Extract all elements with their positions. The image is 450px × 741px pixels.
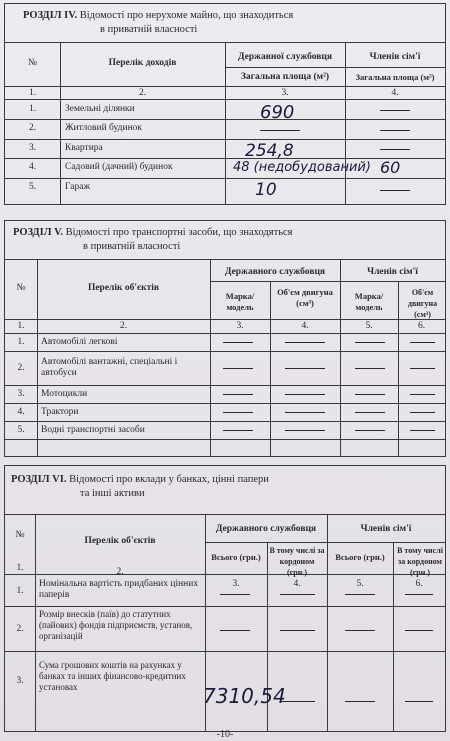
section-6-row-2-label: Розмір внесків (паїв) до статутних (пайових) фондів підприємств, установ, організацій bbox=[39, 609, 193, 641]
section-4-num-2: 2. bbox=[138, 88, 147, 98]
section-5-num-3: 3. bbox=[236, 321, 244, 331]
section-5-col-volume: Об'єм двигуна (см³) bbox=[277, 287, 333, 308]
section-4-col-num: № bbox=[27, 58, 38, 68]
section-6-row-3-state: 7310,54 bbox=[203, 684, 286, 708]
section-6-col-list: Перелік об'єктів bbox=[84, 536, 156, 546]
section-4-title-line2: в приватній власності bbox=[100, 24, 198, 35]
section-5-num-4: 4. bbox=[301, 321, 309, 331]
section-6-row-3-label: Сума грошових коштів на рахунках у банках та інших фінансово-кредитних установах bbox=[39, 660, 186, 692]
section-6-title-text: Відомості про вклади у банках, цінні папери bbox=[69, 474, 269, 485]
section-6-title-line2: та інші активи bbox=[80, 488, 145, 499]
section-4-row-4-family: 60 bbox=[380, 158, 401, 177]
section-6-title bbox=[11, 474, 269, 486]
section-6-col-num: № bbox=[15, 530, 25, 540]
section-5-num-5: 5. bbox=[365, 321, 373, 331]
section-6-num-5: 5. bbox=[356, 579, 364, 589]
section-4-row-5-state: 10 bbox=[255, 180, 277, 200]
section-4-title bbox=[23, 10, 293, 22]
section-5-row-2-label: Автомобілі вантажні, спеціальні і автобуси bbox=[41, 357, 178, 378]
section-6-col-family: Членів сім'ї bbox=[360, 524, 412, 534]
section-4-num-3: 3. bbox=[281, 88, 289, 98]
section-5-col-num: № bbox=[16, 283, 26, 293]
section-5-col-family: Членів сім'ї bbox=[367, 267, 418, 277]
section-4-row-4-num: 4. bbox=[28, 162, 37, 172]
section-6-table bbox=[4, 465, 446, 732]
section-6-row-1-num: 1. bbox=[16, 586, 24, 596]
section-4-row-3-label: Квартира bbox=[65, 143, 103, 153]
section-5-col-list: Перелік об'єктів bbox=[87, 283, 160, 293]
section-5-col-state: Державного службовця bbox=[224, 267, 326, 277]
section-6-num-3: 3. bbox=[232, 579, 240, 589]
section-5-col-model: Марка/ модель bbox=[225, 291, 255, 312]
section-5-title-text: Відомості про транспортні засоби, що знаходяться bbox=[65, 227, 293, 238]
section-5-title-line2: в приватній власності bbox=[83, 241, 181, 252]
section-4-num-1: 1. bbox=[28, 88, 37, 98]
section-4-col-area-state: Загальна площа (м²) bbox=[240, 72, 330, 82]
section-5-row-1-num: 1. bbox=[17, 337, 25, 347]
section-5-row-4-label: Трактори bbox=[41, 407, 79, 417]
section-5-col-model-2: Марка/ модель bbox=[354, 291, 384, 312]
section-4-row-5-label: Гараж bbox=[65, 182, 91, 192]
section-4-row-1-num: 1. bbox=[28, 104, 37, 114]
section-5-row-5-label: Водні транспортні засоби bbox=[41, 425, 145, 435]
section-6-num-1: 1. bbox=[16, 563, 24, 573]
section-6-col-abroad: В тому числі за кордоном (грн.) bbox=[269, 546, 325, 577]
section-4-title-text: Відомості про нерухоме майно, що знаходиться bbox=[79, 10, 294, 21]
section-5-num-1: 1. bbox=[17, 321, 25, 331]
section-5-num-6: 6. bbox=[417, 321, 426, 331]
section-5-row-2-num: 2. bbox=[17, 363, 25, 373]
section-4-title-bold: РОЗДІЛ IV. bbox=[23, 10, 78, 21]
section-5-title bbox=[13, 227, 292, 239]
section-5-table bbox=[4, 220, 446, 457]
section-6-num-6: 6. bbox=[415, 579, 423, 589]
section-6-col-state: Державного службовця bbox=[215, 524, 317, 534]
section-6-row-2-num: 2. bbox=[16, 624, 24, 634]
section-5-title-bold: РОЗДІЛ V. bbox=[13, 227, 64, 238]
section-4-row-3-state: 254,8 bbox=[245, 141, 294, 161]
section-5-num-2: 2. bbox=[119, 321, 128, 331]
section-4-row-1-state: 690 bbox=[260, 102, 295, 123]
section-6-col-abroad-2: В тому числі за кордоном (грн.) bbox=[397, 546, 443, 577]
section-6-col-total: Всього (грн.) bbox=[211, 552, 261, 562]
section-4-col-state: Державної службовця bbox=[238, 52, 332, 62]
section-4-col-area-family: Загальна площа (м²) bbox=[355, 72, 435, 82]
section-5-row-3-num: 3. bbox=[17, 389, 25, 399]
section-4-row-4-state: 48 (недобудований) bbox=[233, 160, 371, 175]
section-4-col-list: Перелік доходів bbox=[108, 58, 177, 68]
section-4-table bbox=[4, 3, 446, 205]
section-4-row-1-label: Земельні ділянки bbox=[65, 104, 135, 114]
section-5-row-5-num: 5. bbox=[17, 425, 25, 435]
section-6-num-4: 4. bbox=[293, 579, 301, 589]
section-4-num-4: 4. bbox=[391, 88, 399, 98]
section-5-row-4-num: 4. bbox=[17, 407, 25, 417]
section-6-row-3-num: 3. bbox=[16, 676, 24, 686]
section-5-row-3-label: Мотоцикли bbox=[41, 389, 88, 399]
section-6-title-bold: РОЗДІЛ VI. bbox=[11, 474, 67, 485]
section-5-col-volume-2: Об'єм двигуна (см³) bbox=[407, 288, 438, 319]
section-5-row-1-label: Автомобілі легкові bbox=[41, 337, 118, 347]
section-6-num-2: 2. bbox=[116, 567, 124, 577]
section-6-col-total-2: Всього (грн.) bbox=[335, 552, 385, 562]
section-4-col-family: Членів сім'ї bbox=[369, 52, 421, 62]
section-6-row-1-label: Номінальна вартість придбаних цінних паперів bbox=[39, 579, 199, 600]
page-number: -10- bbox=[216, 729, 234, 740]
section-4-row-4-label: Садовий (дачний) будинок bbox=[65, 162, 173, 172]
section-4-row-2-num: 2. bbox=[28, 123, 37, 133]
section-4-row-5-num: 5. bbox=[28, 182, 37, 192]
section-4-row-3-num: 3. bbox=[28, 143, 37, 153]
section-4-row-2-label: Житловий будинок bbox=[65, 123, 143, 133]
